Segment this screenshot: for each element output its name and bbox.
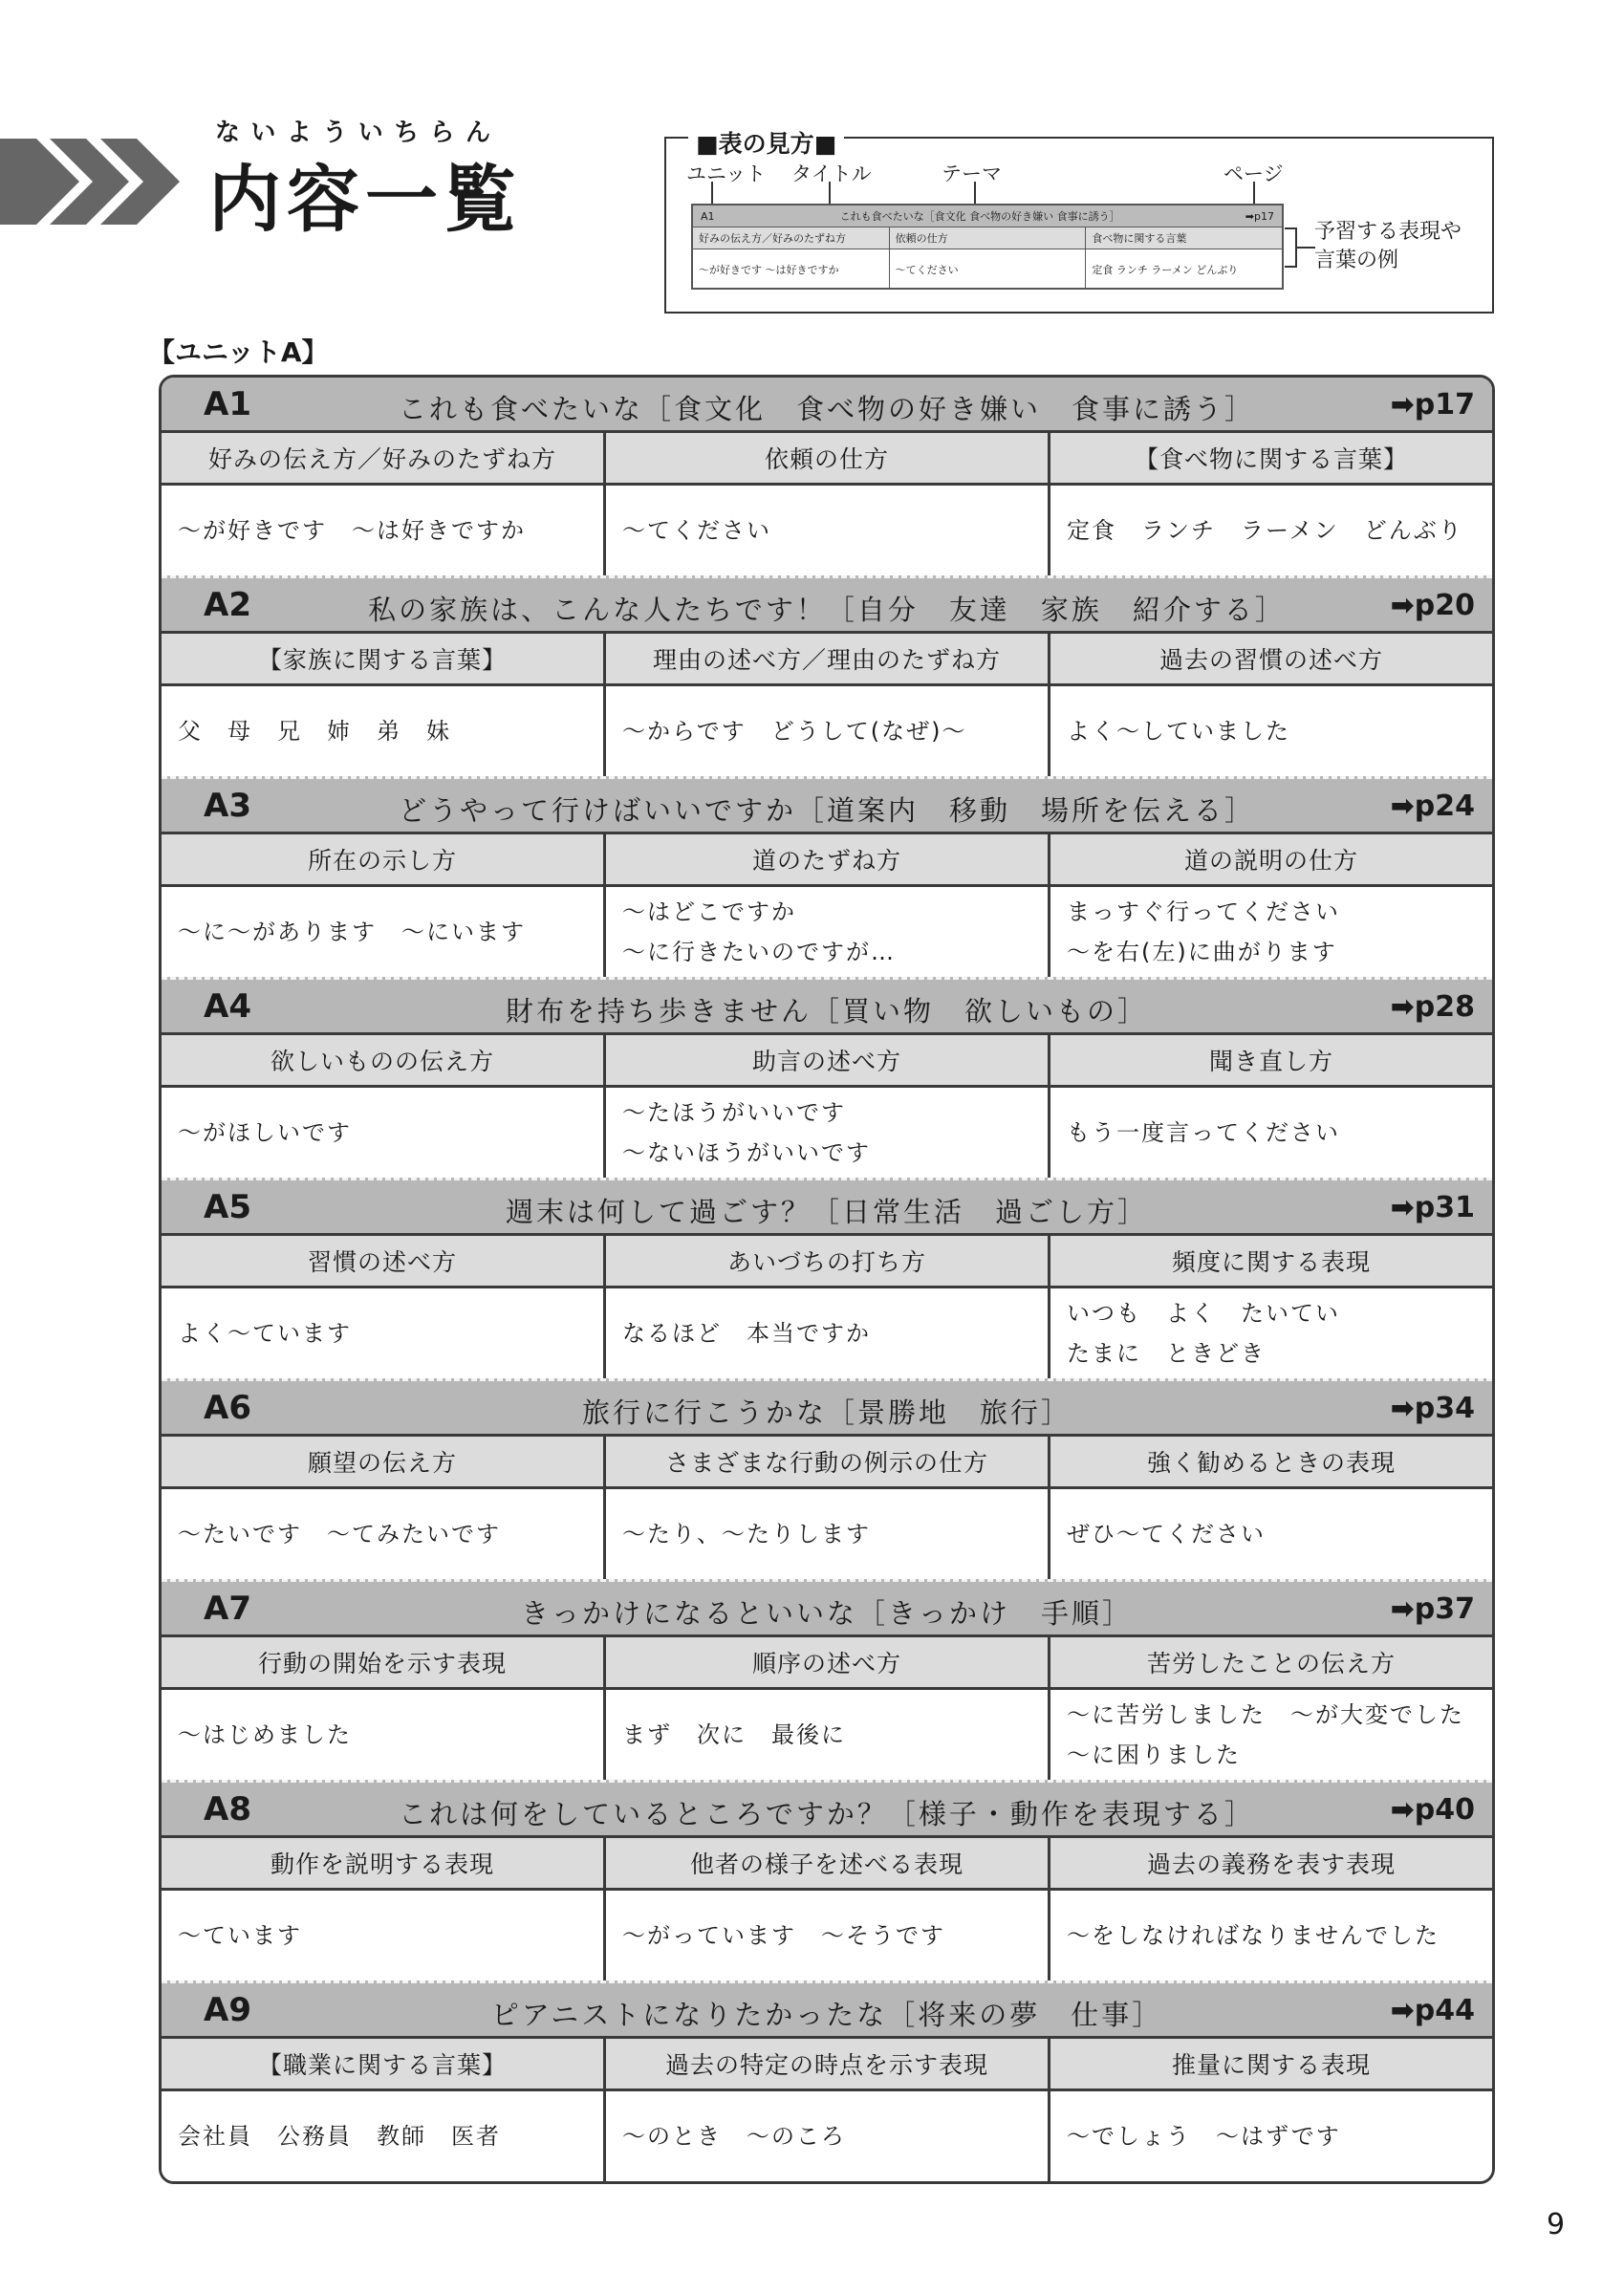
subheading-cell: 【職業に関する言葉】 bbox=[162, 2039, 606, 2088]
legend-label-page: ページ bbox=[1223, 162, 1284, 185]
unit-label: 【ユニットA】 bbox=[148, 336, 329, 368]
unit-header bbox=[162, 977, 1492, 1032]
unit-block bbox=[162, 1780, 1492, 1980]
example-cell bbox=[1050, 1891, 1492, 1980]
subheading-cell: 道の説明の仕方 bbox=[1183, 847, 1358, 875]
example-row bbox=[162, 1489, 1492, 1579]
subheading-cell: 推量に関する表現 bbox=[1171, 2051, 1371, 2079]
example-cell bbox=[162, 1690, 606, 1780]
subheading-cell: さまざまな行動の例示の仕方 bbox=[606, 1437, 1050, 1486]
example-line: ～を右(左)に曲がります bbox=[1067, 939, 1337, 965]
unit-block bbox=[162, 1980, 1492, 2181]
subheading-cell: 習慣の述べ方 bbox=[162, 1236, 606, 1286]
legend-title: ■表の見方■ bbox=[688, 125, 844, 160]
subheading-cell: 好みの伝え方／好みのたずね方 bbox=[162, 433, 606, 483]
subheading-cell: 他者の様子を述べる表現 bbox=[606, 1838, 1050, 1888]
unit-theme: どうやって行けばいいですか［道案内 移動 場所を伝える］ bbox=[398, 794, 1255, 827]
example-line: ～たほうがいいです bbox=[622, 1099, 846, 1126]
unit-code: A7 bbox=[204, 1590, 251, 1628]
example-cell bbox=[162, 887, 606, 977]
legend-pointer-lines bbox=[669, 182, 1281, 206]
subheading-row bbox=[162, 1835, 1492, 1891]
example-cell bbox=[162, 1288, 606, 1378]
subheading-cell: 過去の特定の時点を示す表現 bbox=[606, 2039, 1050, 2088]
subheading-cell: 願望の伝え方 bbox=[162, 1437, 606, 1486]
example-cell bbox=[162, 2091, 606, 2181]
unit-code: A2 bbox=[204, 586, 251, 624]
example-line: ～がほしいです bbox=[178, 1119, 352, 1146]
unit-theme: きっかけになるといいな［きっかけ 手順］ bbox=[520, 1597, 1133, 1630]
unit-theme: 旅行に行こうかな［景勝地 旅行］ bbox=[581, 1396, 1072, 1429]
example-row bbox=[162, 1690, 1492, 1780]
example-line: ～はどこですか bbox=[622, 898, 796, 925]
subheading-row bbox=[162, 631, 1492, 686]
subheading-cell: 道のたずね方 bbox=[606, 834, 1050, 884]
example-cell bbox=[162, 686, 606, 776]
subheading-cell: 過去の義務を表す表現 bbox=[1146, 1850, 1396, 1878]
subheading-cell: 動作を説明する表現 bbox=[162, 1838, 606, 1888]
example-line: ～はじめました bbox=[178, 1721, 352, 1748]
subheading-cell: 理由の述べ方／理由のたずね方 bbox=[606, 634, 1050, 683]
legend-label-theme: テーマ bbox=[942, 162, 1002, 185]
example-line: たまに ときどき bbox=[1067, 1340, 1266, 1367]
unit-theme: 週末は何して過ごす？［日常生活 過ごし方］ bbox=[505, 1196, 1148, 1228]
example-line: ～に苦労しました ～が大変でした bbox=[1067, 1701, 1464, 1728]
subheading-cell: 依頼の仕方 bbox=[606, 433, 1050, 483]
unit-page-ref: ➡p40 bbox=[1390, 1793, 1475, 1827]
subheading-row bbox=[162, 832, 1492, 887]
unit-block bbox=[162, 378, 1492, 575]
example-line: ～でしょう ～はずです bbox=[1067, 2123, 1341, 2150]
subheading-cell: 【食べ物に関する言葉】 bbox=[1134, 445, 1408, 473]
unit-header bbox=[162, 1980, 1492, 2036]
unit-page-ref: ➡p20 bbox=[1390, 589, 1475, 622]
unit-theme: ピアニストになりたかったな［将来の夢 仕事］ bbox=[490, 1999, 1163, 2031]
unit-page-ref: ➡p31 bbox=[1390, 1191, 1475, 1224]
subheading-cell: 【家族に関する言葉】 bbox=[162, 634, 606, 683]
example-cell bbox=[162, 1489, 606, 1579]
example-line: 会社員 公務員 教師 医者 bbox=[178, 2123, 501, 2150]
example-cell bbox=[606, 486, 1050, 575]
example-line: ～からです どうして(なぜ)～ bbox=[622, 718, 967, 745]
example-line: ～がっています ～そうです bbox=[622, 1922, 945, 1949]
example-line: よく～ています bbox=[178, 1320, 352, 1347]
page-title: 内容一覧 bbox=[208, 157, 522, 242]
subheading-row bbox=[162, 1032, 1492, 1088]
subheading-cell: 所在の示し方 bbox=[162, 834, 606, 884]
example-line: ～ています bbox=[178, 1922, 302, 1949]
unit-header bbox=[162, 378, 1492, 430]
subheading-cell: 順序の述べ方 bbox=[606, 1637, 1050, 1687]
example-line: ～に～があります ～にいます bbox=[178, 919, 526, 945]
unit-code: A1 bbox=[204, 385, 251, 423]
example-line: ～に行きたいのですが… bbox=[622, 939, 896, 965]
legend-side-note: 予習する表現や 言葉の例 bbox=[1314, 220, 1462, 272]
title-ruby: な い よ う い ち ら ん bbox=[215, 119, 492, 147]
example-cell bbox=[162, 1891, 606, 1980]
example-line: ～たいです ～てみたいです bbox=[178, 1521, 501, 1547]
subheading-row bbox=[162, 1634, 1492, 1690]
example-cell bbox=[1050, 1288, 1492, 1378]
subheading-cell: 強く勧めるときの表現 bbox=[1146, 1449, 1396, 1477]
example-row bbox=[162, 1891, 1492, 1980]
example-line: ～たり、～たりします bbox=[622, 1521, 871, 1547]
subheading-row bbox=[162, 2036, 1492, 2091]
unit-code: A3 bbox=[204, 787, 251, 825]
example-line: 父 母 兄 姉 弟 妹 bbox=[178, 718, 451, 745]
subheading-cell: 行動の開始を示す表現 bbox=[162, 1637, 606, 1687]
subheading-cell: 助言の述べ方 bbox=[606, 1035, 1050, 1085]
unit-theme: これも食べたいな［食文化 食べ物の好き嫌い 食事に誘う］ bbox=[398, 393, 1255, 425]
legend-bracket bbox=[1283, 225, 1316, 272]
example-row bbox=[162, 486, 1492, 575]
example-cell bbox=[606, 686, 1050, 776]
unit-page-ref: ➡p34 bbox=[1390, 1392, 1475, 1425]
example-cell bbox=[162, 486, 606, 575]
unit-header bbox=[162, 1178, 1492, 1233]
example-line: ～が好きです ～は好きですか bbox=[178, 517, 526, 544]
page-number: 9 bbox=[1547, 2208, 1566, 2241]
unit-header bbox=[162, 1579, 1492, 1634]
example-cell bbox=[606, 1088, 1050, 1178]
example-row bbox=[162, 686, 1492, 776]
example-line: ～てください bbox=[622, 517, 771, 544]
subheading-cell: 過去の習慣の述べ方 bbox=[1158, 646, 1383, 674]
unit-page-ref: ➡p28 bbox=[1390, 990, 1475, 1024]
unit-block bbox=[162, 575, 1492, 776]
unit-page-ref: ➡p17 bbox=[1390, 388, 1475, 422]
example-row bbox=[162, 2091, 1492, 2181]
unit-block bbox=[162, 1378, 1492, 1579]
example-line: いつも よく たいてい bbox=[1067, 1300, 1340, 1327]
unit-block bbox=[162, 1579, 1492, 1780]
legend-label-title: タイトル bbox=[791, 162, 872, 185]
unit-header bbox=[162, 575, 1492, 631]
contents-table bbox=[159, 375, 1495, 2184]
example-line: 定食 ランチ ラーメン どんぶり bbox=[1067, 517, 1463, 544]
unit-theme: 私の家族は、こんな人たちです！［自分 友達 家族 紹介する］ bbox=[368, 594, 1286, 626]
example-cell bbox=[1050, 2091, 1492, 2181]
example-row bbox=[162, 1088, 1492, 1178]
example-line: まっすぐ行ってください bbox=[1067, 898, 1340, 925]
unit-theme: 財布を持ち歩きません［買い物 欲しいもの］ bbox=[505, 995, 1148, 1028]
unit-block bbox=[162, 776, 1492, 977]
unit-code: A4 bbox=[204, 987, 251, 1026]
example-cell bbox=[606, 1489, 1050, 1579]
example-row bbox=[162, 887, 1492, 977]
example-cell bbox=[1050, 1690, 1492, 1780]
unit-theme: これは何をしているところですか？［様子・動作を表現する］ bbox=[399, 1798, 1255, 1830]
example-cell bbox=[1050, 1489, 1492, 1579]
example-cell bbox=[162, 1088, 606, 1178]
example-line: もう一度言ってください bbox=[1067, 1119, 1340, 1146]
unit-block bbox=[162, 977, 1492, 1178]
subheading-cell: 頻度に関する表現 bbox=[1171, 1248, 1371, 1276]
legend-label-unit: ユニット bbox=[686, 162, 767, 185]
example-cell bbox=[606, 1288, 1050, 1378]
unit-page-ref: ➡p44 bbox=[1390, 1994, 1475, 2027]
unit-header bbox=[162, 776, 1492, 832]
example-line: ～ないほうがいいです bbox=[622, 1139, 871, 1166]
example-cell bbox=[606, 887, 1050, 977]
subheading-cell: あいづちの打ち方 bbox=[606, 1236, 1050, 1286]
subheading-cell: 苦労したことの伝え方 bbox=[1146, 1650, 1396, 1677]
example-cell bbox=[1050, 887, 1492, 977]
example-line: まず 次に 最後に bbox=[622, 1721, 846, 1748]
example-cell bbox=[606, 1690, 1050, 1780]
example-row bbox=[162, 1288, 1492, 1378]
example-line: なるほど 本当ですか bbox=[622, 1320, 871, 1347]
example-line: ～のとき ～のころ bbox=[622, 2123, 846, 2150]
example-cell bbox=[1050, 1088, 1492, 1178]
legend-sample-table: A1 これも食べたいな［食文化 食べ物の好き嫌い 食事に誘う］ ➡p17 好みの伝え方／好みのたずね方 依頼の仕方 食べ物に関する言葉 ～が好きです ～は好きですか ～てください 定食 ランチ ラーメン どんぶり bbox=[691, 204, 1284, 290]
unit-page-ref: ➡p24 bbox=[1390, 790, 1475, 823]
chevron-arrows-icon bbox=[0, 139, 186, 225]
unit-code: A5 bbox=[204, 1188, 251, 1226]
subheading-cell: 聞き直し方 bbox=[1208, 1048, 1333, 1075]
example-cell bbox=[606, 1891, 1050, 1980]
example-line: ぜひ～てください bbox=[1067, 1521, 1266, 1547]
example-line: よく～していました bbox=[1067, 718, 1290, 745]
subheading-row bbox=[162, 1233, 1492, 1288]
subheading-row bbox=[162, 1434, 1492, 1489]
subheading-row bbox=[162, 430, 1492, 486]
unit-page-ref: ➡p37 bbox=[1390, 1592, 1475, 1626]
unit-code: A8 bbox=[204, 1790, 251, 1829]
unit-header bbox=[162, 1780, 1492, 1835]
unit-block bbox=[162, 1178, 1492, 1378]
unit-code: A6 bbox=[204, 1389, 251, 1427]
example-line: ～をしなければなりませんでした bbox=[1067, 1922, 1440, 1949]
subheading-cell: 欲しいものの伝え方 bbox=[162, 1035, 606, 1085]
unit-code: A9 bbox=[204, 1991, 251, 2029]
example-cell bbox=[606, 2091, 1050, 2181]
example-line: ～に困りました bbox=[1067, 1742, 1241, 1768]
example-cell bbox=[1050, 686, 1492, 776]
example-cell bbox=[1050, 486, 1492, 575]
unit-header bbox=[162, 1378, 1492, 1434]
